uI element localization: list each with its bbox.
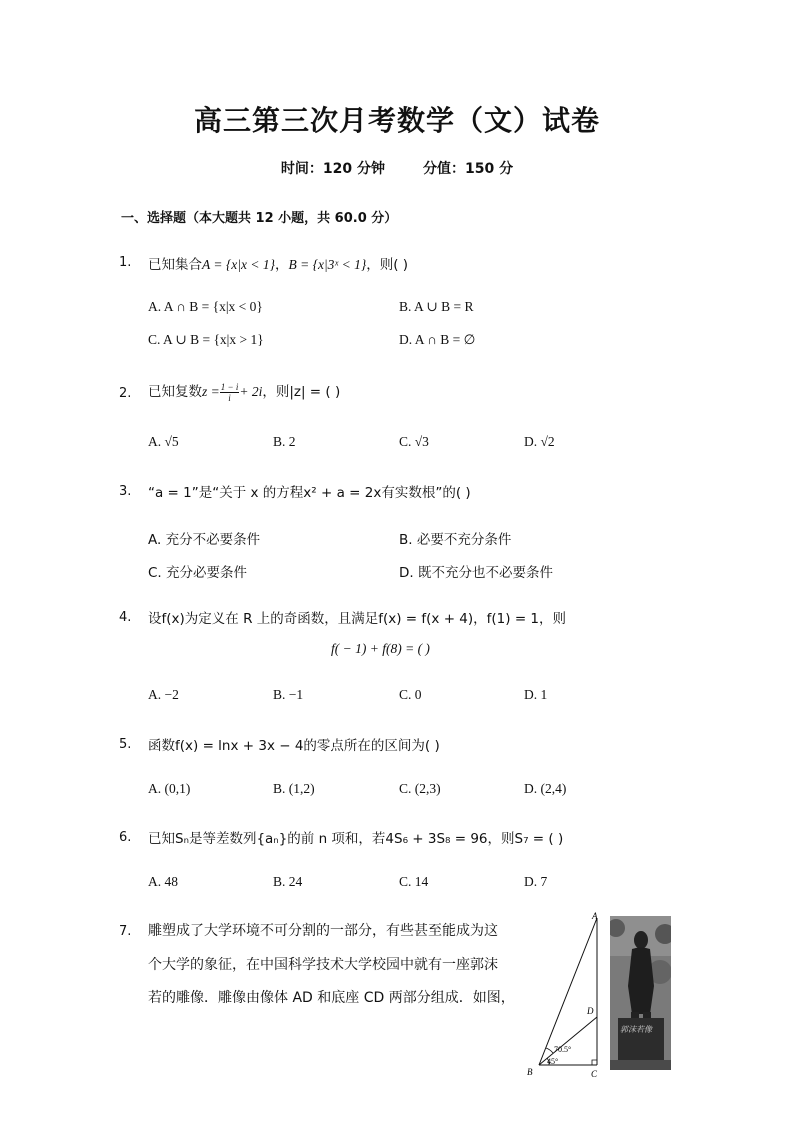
q7-triangle-figure <box>522 908 608 1080</box>
q2-text-a: 已知复数 <box>148 384 202 400</box>
q3-option-b[interactable]: B. 必要不充分条件 <box>399 532 512 548</box>
q3-option-a[interactable]: A. 充分不必要条件 <box>148 532 261 548</box>
q1-option-b[interactable]: B. A ∪ B = R <box>399 299 474 314</box>
q4-option-d[interactable]: D. 1 <box>524 687 548 702</box>
label-c: C <box>591 1069 598 1079</box>
q5-option-b[interactable]: B. (1,2) <box>273 781 315 796</box>
q6-option-b[interactable]: B. 24 <box>273 874 303 889</box>
statue-plaque: 郭沫若像 <box>620 1025 652 1034</box>
q1-option-a[interactable]: A. A ∩ B = {x|x < 0} <box>148 299 263 314</box>
q7-line-3: 若的雕像．雕像由像体 AD 和底座 CD 两部分组成．如图， <box>148 990 515 1006</box>
label-d: D <box>587 1006 594 1016</box>
q4-number: 4. <box>119 610 132 625</box>
q2-number: 2. <box>119 386 132 401</box>
label-a: A <box>592 911 598 921</box>
q6-option-a[interactable]: A. 48 <box>148 874 178 889</box>
q6-option-c[interactable]: C. 14 <box>399 874 429 889</box>
q3-option-c[interactable]: C. 充分必要条件 <box>148 565 248 581</box>
q3-number: 3. <box>119 484 132 499</box>
q2-fraction <box>220 382 240 403</box>
q2-option-d[interactable]: D. √2 <box>524 434 555 449</box>
q2-text-b: ，则|z| = ( ) <box>262 384 341 400</box>
q7-number: 7. <box>119 924 132 939</box>
right-angle-mark <box>592 1060 597 1065</box>
q1-number: 1. <box>119 255 132 270</box>
section-heading: 一、选择题（本大题共 12 小题，共 60.0 分） <box>121 211 398 226</box>
q2-frac-den: i <box>228 392 231 403</box>
q1-text-b: ，则( ) <box>366 257 409 273</box>
q1-sep: ， <box>274 257 289 273</box>
q5-option-d[interactable]: D. (2,4) <box>524 781 567 796</box>
q3-stem: “a = 1”是“关于 x 的方程x² + a = 2x有实数根”的( ) <box>148 485 471 501</box>
label-angle-45: 45° <box>547 1057 559 1066</box>
q2-option-a[interactable]: A. √5 <box>148 434 179 449</box>
q4-option-c[interactable]: C. 0 <box>399 687 422 702</box>
q2-option-b[interactable]: B. 2 <box>273 434 296 449</box>
label-b: B <box>527 1067 533 1077</box>
q4-stem: 设f(x)为定义在 R 上的奇函数，且满足f(x) = f(x + 4)，f(1) = 1，则 <box>148 611 567 627</box>
q2-rest: + 2i <box>239 384 263 399</box>
q7-line-2: 个大学的象征，在中国科学技术大学校园中就有一座郭沫 <box>148 957 498 973</box>
q1-text-a: 已知集合 <box>148 257 202 273</box>
q1-set-b: B = {x|3ˣ < 1} <box>288 257 367 272</box>
line-ba <box>539 918 597 1065</box>
q6-stem: 已知Sₙ是等差数列{aₙ}的前 n 项和，若4S₆ + 3S₈ = 96，则S₇ = ( ) <box>148 831 564 847</box>
q5-number: 5. <box>119 737 132 752</box>
statue-photo <box>610 916 671 1070</box>
exam-time: 时间：120 分钟 <box>280 161 385 177</box>
angle-arc-70 <box>546 1048 553 1053</box>
exam-score: 分值：150 分 <box>423 161 514 177</box>
q1-set-a: A = {x|x < 1} <box>202 257 275 272</box>
q6-option-d[interactable]: D. 7 <box>524 874 548 889</box>
q4-option-a[interactable]: A. −2 <box>148 687 179 702</box>
statue-illustration <box>610 916 671 1070</box>
q5-option-c[interactable]: C. (2,3) <box>399 781 441 796</box>
label-angle-70-5: 70.5° <box>554 1045 572 1054</box>
q1-stem <box>148 253 408 273</box>
q4-option-b[interactable]: B. −1 <box>273 687 304 702</box>
q2-option-c[interactable]: C. √3 <box>399 434 429 449</box>
q5-stem: 函数f(x) = lnx + 3x − 4的零点所在的区间为( ) <box>148 738 440 754</box>
q6-number: 6. <box>119 830 132 845</box>
page-title: 高三第三次月考数学（文）试卷 <box>193 104 600 137</box>
q2-frac-num: 1 − i <box>220 381 239 392</box>
q3-option-d[interactable]: D. 既不充分也不必要条件 <box>399 565 553 581</box>
q2-z: z = <box>202 384 220 399</box>
q2-stem <box>148 380 340 403</box>
q1-option-c[interactable]: C. A ∪ B = {x|x > 1} <box>148 332 264 347</box>
q1-option-d[interactable]: D. A ∩ B = ∅ <box>399 332 476 347</box>
q4-expression: f( − 1) + f(8) = ( ) <box>331 641 430 656</box>
exam-info <box>0 158 794 178</box>
q7-line-1: 雕塑成了大学环境不可分割的一部分，有些甚至能成为这 <box>148 923 498 939</box>
q5-option-a[interactable]: A. (0,1) <box>148 781 191 796</box>
